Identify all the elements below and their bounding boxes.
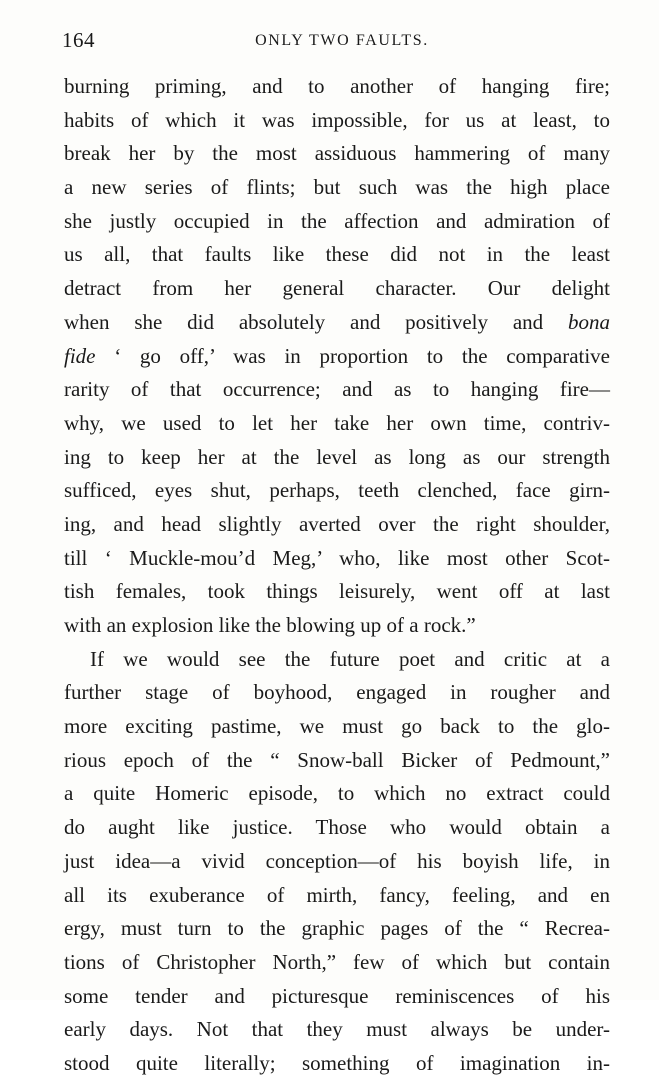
running-head (62, 28, 622, 52)
text-line: rarity of that occurrence; and as to hanging fire— (64, 377, 610, 402)
italic-text: bona (568, 309, 610, 334)
text-line: rious epoch of the “ Snow-ball Bicker of Pedmount,” (64, 747, 610, 772)
text-line: stood quite literally; something of imagination in- (64, 1050, 610, 1075)
text-line: us all, that faults like these did not in the least (64, 242, 610, 267)
text-line: a quite Homeric episode, to which no extract could (64, 781, 610, 806)
text-line: ing to keep her at the level as long as our strength (64, 444, 610, 469)
body-text (64, 70, 610, 1081)
text-line: do aught like justice. Those who would obtain a (64, 815, 610, 840)
text-line: tish females, took things leisurely, went off at last (64, 579, 610, 604)
text-line: ergy, must turn to the graphic pages of the “ Recrea- (64, 916, 610, 941)
text-line: habits of which it was impossible, for us at least, to (64, 107, 610, 132)
text-segment: when she did absolutely and positively and (64, 309, 544, 334)
text-line: sufficed, eyes shut, perhaps, teeth clenched, face girn- (64, 478, 610, 503)
text-line: ing, and head slightly averted over the right shoulder, (64, 511, 610, 536)
text-line: with an explosion like the blowing up of a rock.” (64, 613, 476, 637)
text-line: just idea—a vivid conception—of his boyish life, in (64, 848, 610, 873)
text-line: further stage of boyhood, engaged in rougher and (64, 680, 610, 705)
text-line (64, 340, 610, 374)
text-line (64, 306, 610, 340)
text-line: tions of Christopher North,” few of which but contain (64, 949, 610, 974)
text-line: If we would see the future poet and critic at a (90, 646, 610, 671)
text-segment: ‘ go off,’ was in proportion to the comparative (114, 343, 611, 368)
text-line: all its exuberance of mirth, fancy, feeling, and en (64, 882, 610, 907)
text-line: why, we used to let her take her own time, contriv- (64, 410, 610, 435)
text-line: more exciting pastime, we must go back to the glo- (64, 714, 610, 739)
page-number: 164 (62, 28, 95, 52)
text-line: detract from her general character. Our delight (64, 276, 610, 301)
paragraph-2 (64, 643, 610, 1081)
text-line: till ‘ Muckle-mou’d Meg,’ who, like most other Scot- (64, 545, 610, 570)
text-line: she justly occupied in the affection and admiration of (64, 208, 610, 233)
italic-text: fide (64, 343, 96, 368)
text-line: some tender and picturesque reminiscences of his (64, 983, 610, 1008)
chapter-title: ONLY TWO FAULTS. (255, 32, 429, 49)
text-line: early days. Not that they must always be under- (64, 1017, 610, 1042)
text-line: a new series of flints; but such was the high place (64, 175, 610, 200)
paragraph-1 (64, 70, 610, 643)
text-line: break her by the most assiduous hammering of many (64, 141, 610, 166)
text-line: burning priming, and to another of hanging fire; (64, 74, 610, 98)
